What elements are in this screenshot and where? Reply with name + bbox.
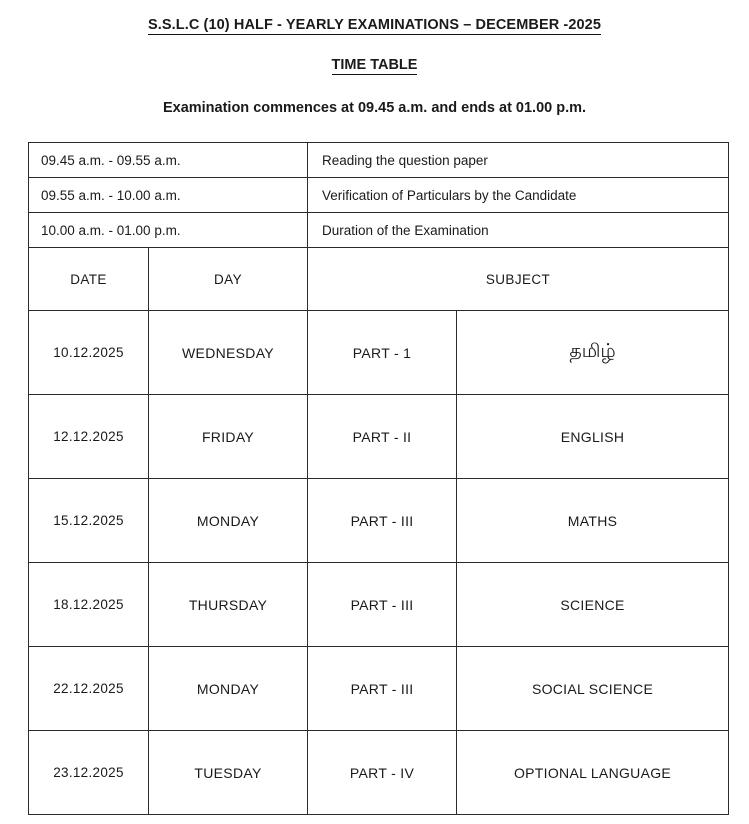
cell-day: WEDNESDAY xyxy=(149,311,308,395)
cell-date: 22.12.2025 xyxy=(29,647,149,731)
timing-description: Duration of the Examination xyxy=(308,213,729,248)
cell-day: FRIDAY xyxy=(149,395,308,479)
cell-day: THURSDAY xyxy=(149,563,308,647)
cell-subject: SCIENCE xyxy=(457,563,729,647)
cell-subject: OPTIONAL LANGUAGE xyxy=(457,731,729,815)
cell-subject: SOCIAL SCIENCE xyxy=(457,647,729,731)
cell-subject: MATHS xyxy=(457,479,729,563)
page-subtitle xyxy=(0,35,749,75)
cell-part: PART - III xyxy=(308,647,457,731)
cell-part: PART - 1 xyxy=(308,311,457,395)
cell-date: 10.12.2025 xyxy=(29,311,149,395)
page-title xyxy=(0,0,749,35)
timing-description: Verification of Particulars by the Candidate xyxy=(308,178,729,213)
table-row xyxy=(29,731,729,815)
cell-part: PART - III xyxy=(308,479,457,563)
cell-day: MONDAY xyxy=(149,479,308,563)
page-subtitle-text: TIME TABLE xyxy=(331,57,418,73)
column-header-date: DATE xyxy=(29,248,149,311)
cell-subject: தமிழ் xyxy=(457,311,729,395)
timing-time: 09.55 a.m. - 10.00 a.m. xyxy=(29,178,308,213)
exam-hours-note: Examination commences at 09.45 a.m. and ends at 01.00 p.m. xyxy=(162,100,587,116)
column-header-day: DAY xyxy=(149,248,308,311)
cell-part: PART - II xyxy=(308,395,457,479)
table-row xyxy=(29,479,729,563)
table-header-row xyxy=(29,248,729,311)
table-row xyxy=(29,311,729,395)
cell-date: 12.12.2025 xyxy=(29,395,149,479)
page-title-text: S.S.L.C (10) HALF - YEARLY EXAMINATIONS – DECEMBER -2025 xyxy=(147,17,602,33)
timing-description: Reading the question paper xyxy=(308,143,729,178)
cell-date: 23.12.2025 xyxy=(29,731,149,815)
table-row xyxy=(29,647,729,731)
timing-time: 09.45 a.m. - 09.55 a.m. xyxy=(29,143,308,178)
timetable xyxy=(28,142,729,815)
cell-day: TUESDAY xyxy=(149,731,308,815)
cell-day: MONDAY xyxy=(149,647,308,731)
column-header-subject: SUBJECT xyxy=(308,248,729,311)
cell-part: PART - III xyxy=(308,563,457,647)
table-row xyxy=(29,563,729,647)
cell-date: 15.12.2025 xyxy=(29,479,149,563)
cell-date: 18.12.2025 xyxy=(29,563,149,647)
cell-subject: ENGLISH xyxy=(457,395,729,479)
table-row xyxy=(29,395,729,479)
cell-part: PART - IV xyxy=(308,731,457,815)
timing-row xyxy=(29,178,729,213)
timing-time: 10.00 a.m. - 01.00 p.m. xyxy=(29,213,308,248)
timetable-container xyxy=(28,142,728,815)
timing-row xyxy=(29,143,729,178)
timing-row xyxy=(29,213,729,248)
